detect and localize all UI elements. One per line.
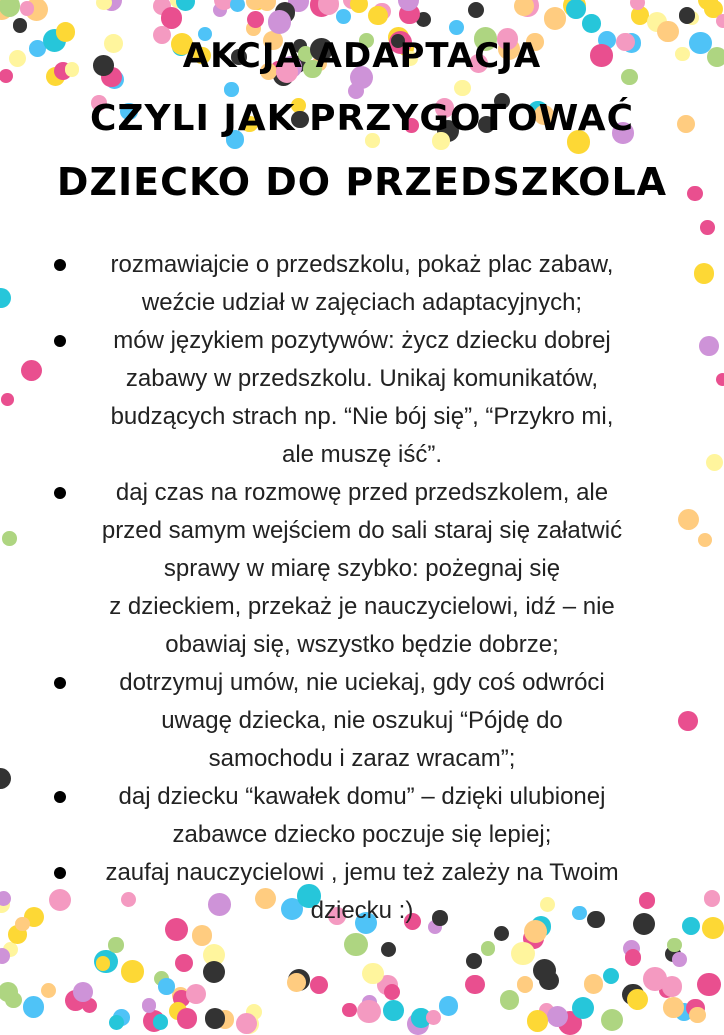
list-item-line: rozmawiajcie o przedszkolu, pokaż plac zabaw,: [110, 251, 614, 278]
list-item-line: samochodu i zaraz wracam”;: [208, 745, 516, 772]
list-item-line: zabawy w przedszkolu. Unikaj komunikatów,: [125, 365, 599, 392]
list-item-line: mów językiem pozytywów: życz dziecku dobrej: [113, 327, 611, 354]
list-item-line: obawiaj się, wszystko będzie dobrze;: [165, 631, 559, 658]
list-item: [0, 322, 724, 474]
list-item: [0, 778, 724, 854]
tips-list: [0, 246, 724, 930]
bullet-dot-icon: [54, 335, 66, 347]
bullet-dot-icon: [54, 259, 66, 271]
list-item-line: ale muszę iść”.: [281, 441, 443, 468]
list-item: [0, 664, 724, 778]
list-item-line: dziecku :): [310, 897, 414, 924]
list-item-line: zabawce dziecko poczuje się lepiej;: [172, 821, 552, 848]
bullet-dot-icon: [54, 867, 66, 879]
bullet-dot-icon: [54, 791, 66, 803]
list-item: [0, 474, 724, 664]
list-item-line: z dzieckiem, przekaż je nauczycielowi, idź – nie: [109, 593, 615, 620]
list-item-line: daj czas na rozmowę przed przedszkolem, ale: [115, 479, 609, 506]
list-item: [0, 246, 724, 322]
list-item-line: daj dziecku “kawałek domu” – dzięki ulubionej: [118, 783, 606, 810]
list-item-line: weźcie udział w zajęciach adaptacyjnych;: [141, 289, 583, 316]
title-line-3: DZIECKO DO PRZEDSZKOLA: [56, 160, 668, 204]
list-item-line: przed samym wejściem do sali staraj się załatwić: [101, 517, 623, 544]
list-item-line: sprawy w miarę szybko: pożegnaj się: [163, 555, 561, 582]
bullet-dot-icon: [54, 487, 66, 499]
bullet-dot-icon: [54, 677, 66, 689]
title-line-1: AKCJA ADAPTACJA: [182, 36, 542, 76]
list-item: [0, 854, 724, 930]
list-item-line: budzących strach np. “Nie bój się”, “Przykro mi,: [110, 403, 614, 430]
title-line-2: CZYLI JAK PRZYGOTOWAĆ: [89, 98, 635, 139]
list-item-line: zaufaj nauczycielowi , jemu też zależy na Twoim: [105, 859, 619, 886]
list-item-line: uwagę dziecka, nie oszukuj “Pójdę do: [161, 707, 563, 734]
list-item-line: dotrzymuj umów, nie uciekaj, gdy coś odwróci: [119, 669, 605, 696]
